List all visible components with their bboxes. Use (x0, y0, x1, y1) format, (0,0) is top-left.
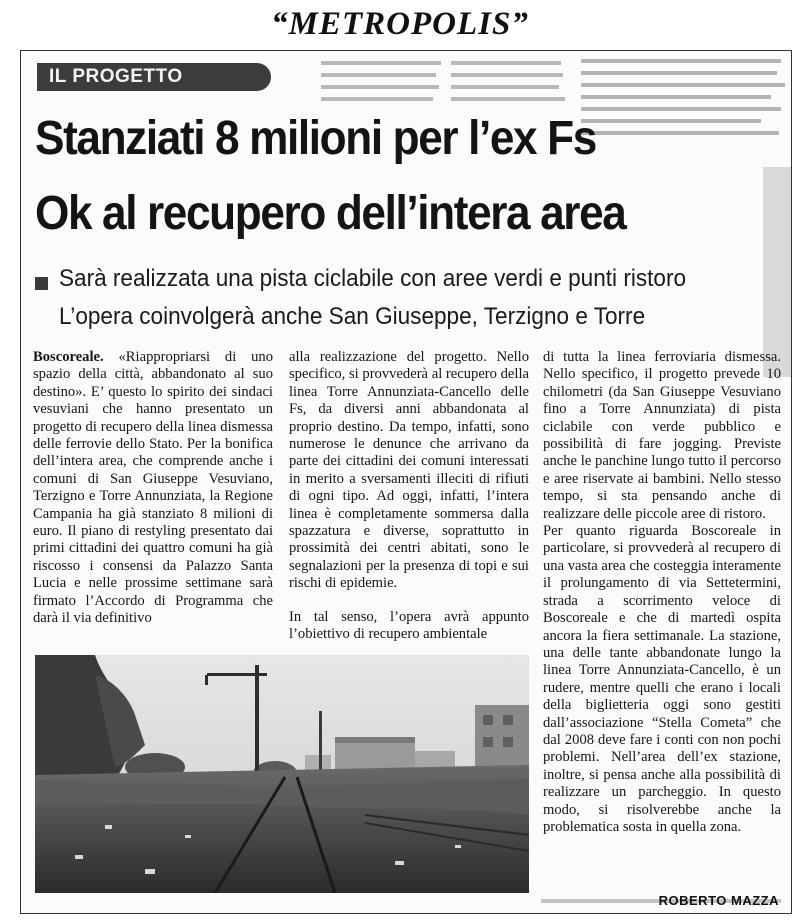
subheadline-bullet (35, 277, 48, 290)
section-label: IL PROGETTO (37, 63, 271, 91)
article-column-2-continued-text: In tal senso, l’opera avrà appunto l’obiettivo di recupero ambientale (289, 609, 529, 643)
adjacent-article-bleed-right (581, 53, 791, 149)
article-column-3 (543, 349, 781, 836)
adjacent-column-shadow (763, 167, 791, 377)
article-column-1 (33, 349, 273, 628)
article-column-2 (289, 349, 529, 593)
headline-line-1: Stanziati 8 milioni per l’ex Fs (35, 112, 596, 165)
adjacent-article-bleed-top (321, 57, 571, 115)
abandoned-railway-photo (35, 655, 529, 893)
newspaper-masthead: “METROPOLIS” (271, 6, 529, 42)
subheadline-line-2: L’opera coinvolgerà anche San Giuseppe, Terzigno e Torre (59, 303, 646, 330)
article-column-1-text: «Riappropriarsi di uno spazio della città, abbandonato al suo destino». E’ questo lo spirito dei sindaci vesuviani che hanno presentato un progetto di recupero della linea dismessa delle ferrovie dello Stato. Per la bonifica dell’intera area, che comprende anche i comuni di San Giuseppe Vesuviano, Terzigno e Torre Annunziata, la Regione Campania ha già stanziato 8 milioni di euro. Il piano di restyling presentato dai primi cittadini dei quattro comuni ha già riscosso i consensi da Palazzo Santa Lucia e nelle prossime settimane sarà firmato l’Accordo di Programma che darà il via definitivo (33, 349, 273, 627)
railway-photo-illustration (35, 655, 529, 893)
article-byline: ROBERTO MAZZA (658, 893, 779, 908)
subheadline-line-1: Sarà realizzata una pista ciclabile con aree verdi e punti ristoro (59, 265, 687, 292)
article-column-2-continued (289, 609, 529, 644)
article-column-2-text: alla realizzazione del progetto. Nello specifico, si provvederà al recupero della linea Torre Annunziata-Cancello delle Fs, da diversi anni abbandonata al proprio destino. Da tempo, infatti, sono numerose le denunce che arrivano da parte dei cittadini dei comuni interessati in merito a sversamenti illeciti di rifiuti di ogni tipo. Ad oggi, infatti, l’intera linea è completamente sommersa dalla spazzatura e diverse, soprattutto in prossimità dei centri abitati, sono le segnalazioni per la presenza di topi e sui rischi di epidemie. (289, 349, 529, 592)
article-column-3-paragraph-1: di tutta la linea ferroviaria dismessa. Nello specifico, il progetto prevede 10 chilometri (da San Giuseppe Vesuviano fino a Torre Annunziata) di pista ciclabile con verde pubblico e possibilità di fare jogging. Previste anche le panchine lungo tutto il percorso e aree riservate ai bambini. Nello stesso tempo, si sta pensando anche di realizzare delle piccole aree di ristoro. (543, 349, 781, 522)
faded-text-lines (581, 53, 791, 149)
faded-text-lines (321, 57, 571, 115)
article-dateline: Boscoreale. (33, 349, 104, 365)
headline-line-2: Ok al recupero dell’intera area (35, 187, 626, 240)
newspaper-clipping (20, 50, 792, 914)
article-column-3-paragraph-2: Per quanto riguarda Boscoreale in particolare, si provvederà al recupero di una vasta area che costeggia interamente il prolungamento di via Settetermini, strada a scorrimento veloce di Boscoreale e che di martedì ospita ancora la fiera settimanale. La stazione, una delle tante abbandonate lungo la linea Torre Annunziata-Cancello, è un rudere, mentre quelli che erano i locali della biglietteria oggi sono gestiti dall’associazione “Stella Cometa” che dal 2008 deve fare i conti con non pochi problemi. Nell’area dell’ex stazione, inoltre, si pensa anche alla possibilità di realizzare un parcheggio. In questo modo, si risolverebbe anche la problematica sosta in quella zona. (543, 523, 781, 835)
